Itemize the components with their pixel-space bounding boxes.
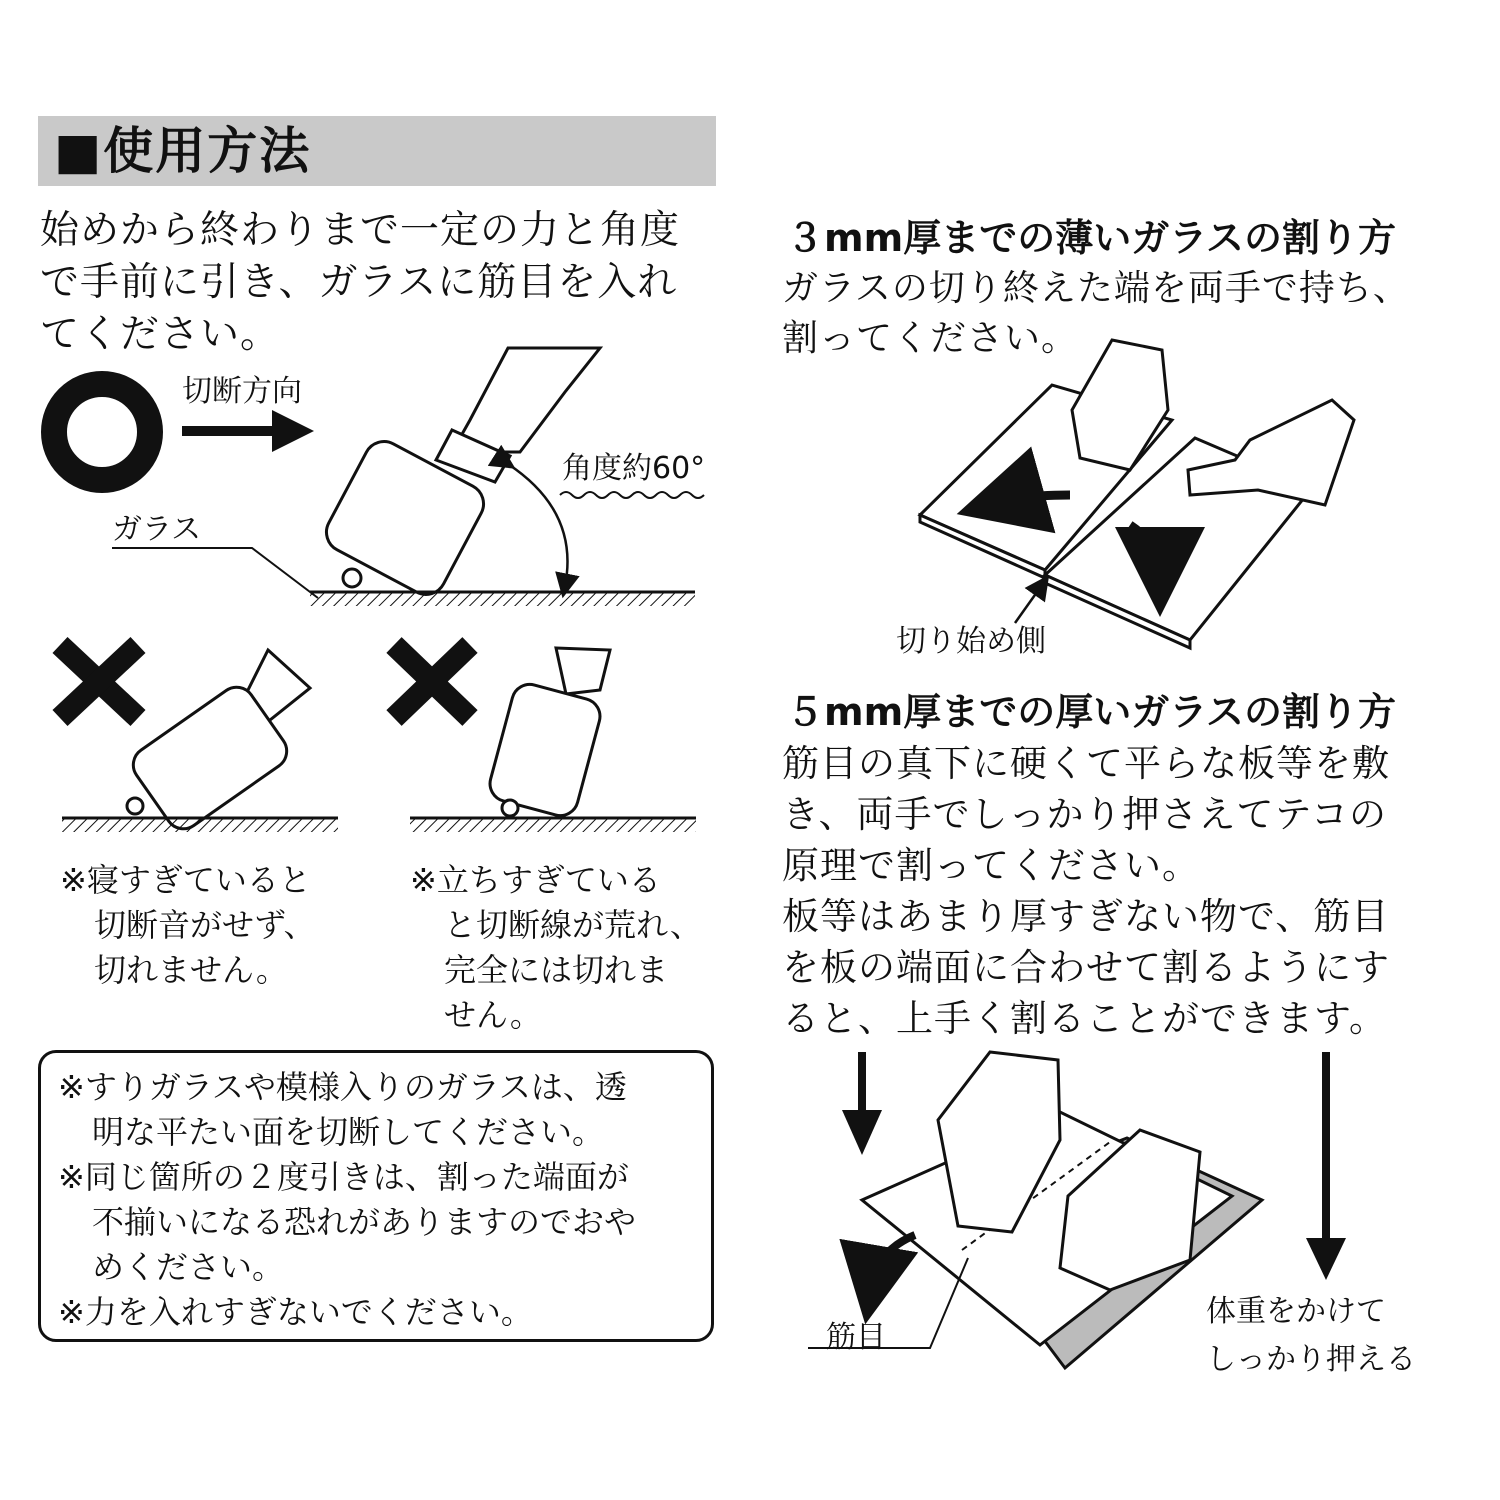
cutter-correct-illustration (319, 348, 600, 601)
angle-label: 角度約60° (562, 451, 706, 486)
wrong-caption-1 (60, 858, 315, 993)
note-line: ※力を入れすぎないでください。 (58, 1293, 533, 1331)
correct-circle-icon (54, 384, 150, 480)
thick-glass-heading: ５mm厚までの厚いガラスの割り方 (786, 690, 1397, 734)
caption-line: と切断線が荒れ、 (444, 906, 702, 944)
glass-surface (410, 818, 696, 832)
thin-glass-heading: ３mm厚までの薄いガラスの割り方 (786, 216, 1397, 260)
thin-glass-line: 割ってください。 (782, 318, 1079, 359)
down-arrow-icon (842, 1052, 882, 1155)
press-line: 体重をかけて (1206, 1294, 1386, 1329)
intro-line: 始めから終わりまで一定の力と角度 (40, 208, 681, 253)
wrong-x-icon (394, 645, 470, 718)
cutter-too-upright-illustration (486, 648, 610, 820)
caption-line: ※立ちすぎている (410, 861, 661, 899)
glass-leader-line (112, 548, 318, 598)
thick-glass-line: き、両手でしっかり押さえてテコの (782, 793, 1388, 836)
caption-line: 完全には切れま (444, 951, 669, 989)
press-label (1206, 1288, 1416, 1384)
cutting-direction-label: 切断方向 (182, 374, 302, 409)
glass-surface (62, 818, 338, 832)
glass-label: ガラス (112, 512, 202, 547)
wrong-caption-2 (410, 858, 702, 1038)
notes-text (58, 1065, 636, 1335)
caption-line: ※寝すぎていると (60, 861, 311, 899)
thick-glass-text (782, 738, 1390, 1044)
cutter-too-flat-illustration (126, 650, 310, 836)
intro-line: で手前に引き、ガラスに筋目を入れ (40, 260, 678, 305)
note-line: ※同じ箇所の２度引きは、割った端面が (58, 1158, 629, 1196)
caption-line: 切れません。 (94, 951, 288, 989)
intro-line: てください。 (40, 312, 281, 357)
wrong-x-icon (60, 645, 138, 718)
thick-glass-line: 筋目の真下に硬くて平らな板等を敷 (782, 742, 1390, 785)
angle-arc-icon (505, 462, 568, 586)
start-side-leader (1015, 585, 1042, 623)
page-title: ■使用方法 (54, 122, 312, 180)
thin-glass-line: ガラスの切り終えた端を両手で持ち、 (782, 268, 1410, 309)
caption-line: 切断音がせず、 (94, 906, 316, 944)
score-label: 筋目 (826, 1320, 886, 1355)
glass-surface (310, 592, 695, 606)
press-line: しっかり押える (1206, 1342, 1416, 1377)
angle-wavy-underline (560, 492, 704, 498)
note-line: ※すりガラスや模様入りのガラスは、透 (58, 1068, 627, 1106)
thin-glass-text (782, 264, 1410, 364)
caption-line: せん。 (444, 996, 542, 1034)
direction-arrow-icon (182, 410, 314, 452)
thick-glass-line: ると、上手く割ることができます。 (782, 997, 1388, 1040)
start-side-label: 切り始め側 (896, 624, 1046, 659)
thick-glass-line: 板等はあまり厚すぎない物で、筋目 (782, 895, 1390, 938)
note-line: 不揃いになる恐れがありますのでおや (92, 1203, 637, 1241)
down-arrow-icon (1306, 1052, 1346, 1280)
thick-glass-line: 原理で割ってください。 (782, 844, 1200, 887)
thick-glass-line: を板の端面に合わせて割るようにす (782, 946, 1390, 989)
note-line: 明な平たい面を切断してください。 (92, 1113, 605, 1151)
note-line: めください。 (92, 1248, 285, 1286)
